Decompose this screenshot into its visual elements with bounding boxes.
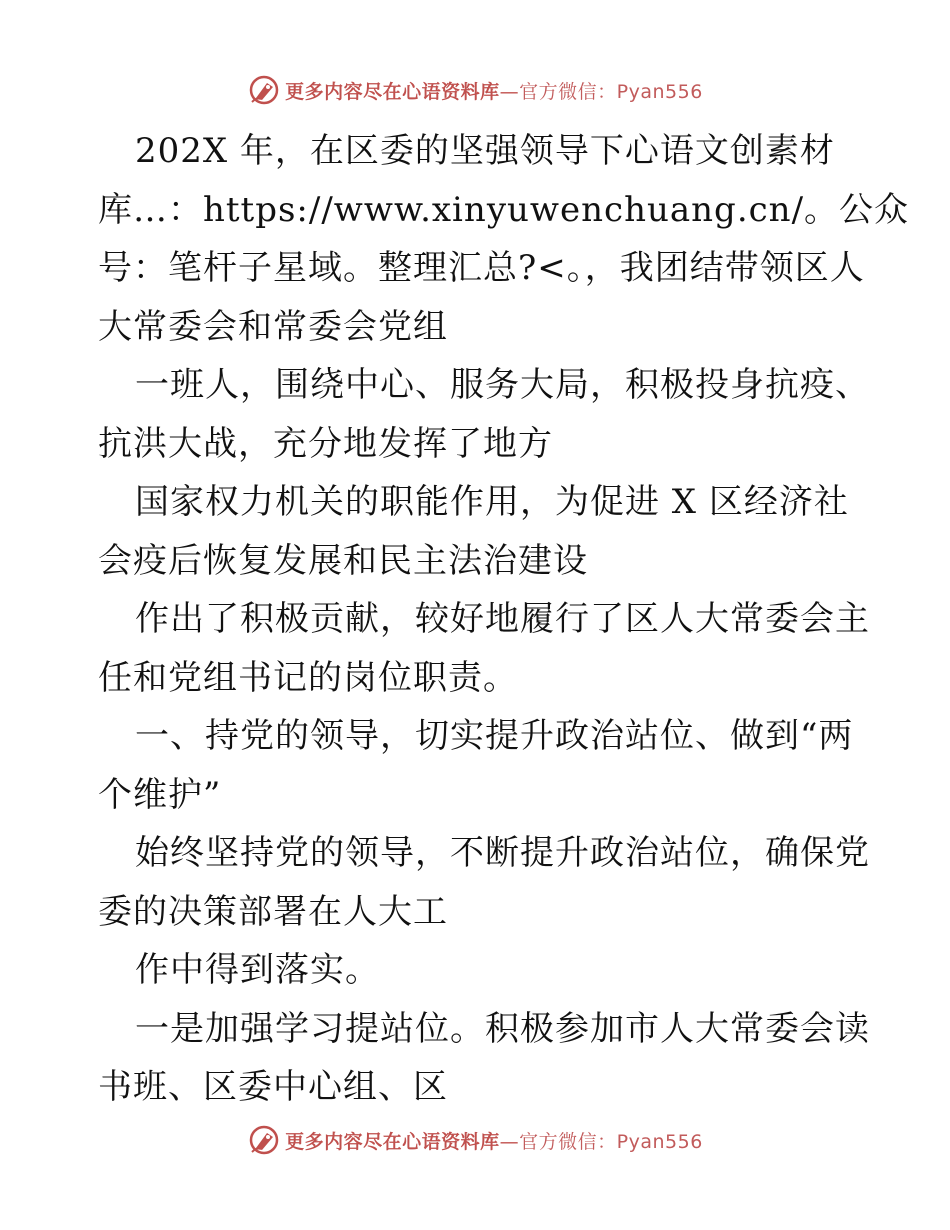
banner-separator: —: [499, 1130, 520, 1153]
text-line: 库…：https://www.xinyuwenchuang.cn/。公众: [98, 189, 910, 230]
footer-watermark-banner: [0, 1120, 950, 1160]
banner-separator: —: [499, 80, 520, 103]
text-line: 书班、区委中心组、区: [98, 1067, 448, 1107]
text-line: 会疫后恢复发展和民主法治建设: [98, 540, 588, 581]
banner-text: [285, 1127, 703, 1154]
text-line: 作出了积极贡献，较好地履行了区人大常委会主: [135, 599, 870, 639]
text-line: 委的决策部署在人大工: [98, 891, 448, 932]
banner-wechat-text: 官方微信：Pyan556: [519, 1130, 703, 1153]
document-body: [98, 122, 910, 1117]
text-line: 始终坚持党的领导，不断提升政治站位，确保党: [135, 833, 870, 873]
pen-nib-logo-icon: [247, 1123, 281, 1157]
text-line: 大常委会和常委会党组: [98, 306, 448, 347]
banner-main-text: 更多内容尽在心语资料库: [285, 1130, 500, 1153]
text-line: 一班人，围绕中心、服务大局，积极投身抗疫、: [135, 365, 870, 405]
banner-wechat-text: 官方微信：Pyan556: [519, 80, 703, 103]
text-line: 一、持党的领导，切实提升政治站位、做到“两: [135, 716, 854, 756]
text-line: 一是加强学习提站位。积极参加市人大常委会读: [135, 1008, 870, 1049]
banner-main-text: 更多内容尽在心语资料库: [285, 80, 500, 103]
text-line: 202X 年，在区委的坚强领导下心语文创素材: [135, 131, 835, 171]
text-line: 个维护”: [98, 774, 222, 815]
text-line: 作中得到落实。: [135, 950, 380, 990]
text-line: 任和党组书记的岗位职责。: [98, 657, 518, 698]
text-line: 抗洪大战，充分地发挥了地方: [98, 423, 553, 464]
text-line: 号：笔杆子星域。整理汇总?<。，我团结带领区人: [98, 248, 865, 288]
header-watermark-banner: [0, 70, 950, 110]
pen-nib-logo-icon: [247, 73, 281, 107]
banner-text: [285, 77, 703, 104]
text-line: 国家权力机关的职能作用，为促进 X 区经济社: [135, 482, 849, 522]
